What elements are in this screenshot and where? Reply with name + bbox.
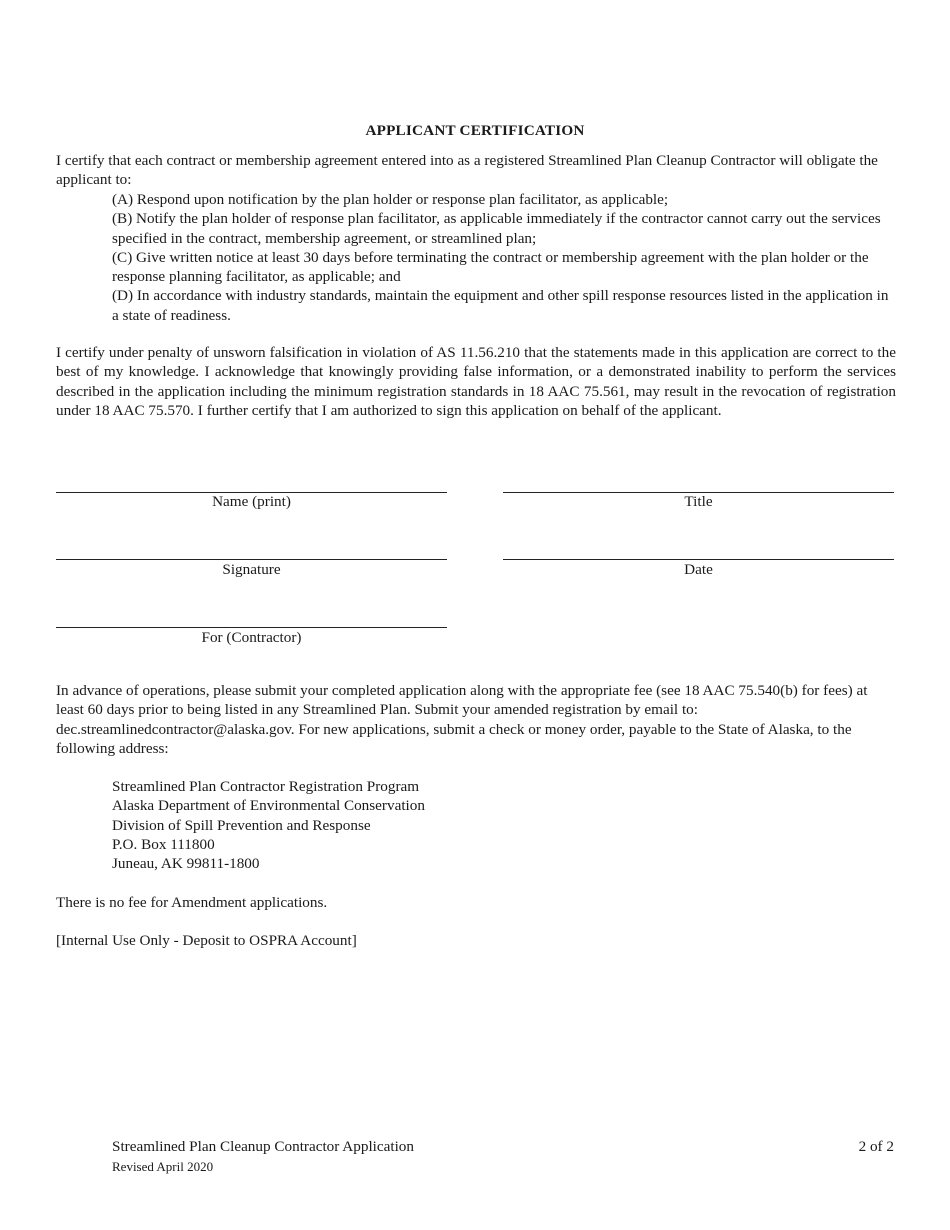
name-print-label: Name (print) — [212, 493, 291, 510]
address-line: Juneau, AK 99811-1800 — [112, 855, 260, 873]
obligation-item-b: (B) Notify the plan holder of response plan facilitator, as applicable immediately if the contractor cannot carry out the services specified in the contract, membership agreement, or streamlined plan; — [112, 210, 881, 247]
address-line: Alaska Department of Environmental Conservation — [112, 797, 425, 815]
obligation-list — [112, 190, 897, 325]
footer-revision-date: Revised April 2020 — [112, 1159, 214, 1174]
submission-instructions: In advance of operations, please submit your completed application along with the appropriate fee (see 18 AAC 75.540(b) for fees) at least 60 days prior to being listed in any Streamlined Plan. Submit your amended registration by email to: dec.streamlinedcontractor@alaska.gov. For new applications, submit a check or money order, payable to the State of Alaska, to the following address: — [56, 682, 868, 757]
footer-document-title: Streamlined Plan Cleanup Contractor Application — [112, 1138, 414, 1155]
mailing-address — [112, 777, 612, 873]
certification-statement: I certify under penalty of unsworn falsification in violation of AS 11.56.210 that the statements made in this application are correct to the best of my knowledge. I acknowledge that knowingly providing false information, or a demonstrated inability to perform the services described in the application including the minimum registration standards in 18 AAC 75.561, may result in the revocation of registration under 18 AAC 75.570. I further certify that I am authorized to sign this application on behalf of the applicant. — [56, 344, 896, 419]
footer-page-number: 2 of 2 — [858, 1138, 894, 1155]
signature-label: Signature — [222, 561, 281, 578]
date-label: Date — [684, 561, 713, 578]
internal-use-note: [Internal Use Only - Deposit to OSPRA Account] — [56, 932, 357, 949]
obligation-item-d: (D) In accordance with industry standards, maintain the equipment and other spill response resources listed in the application in a state of readiness. — [112, 287, 889, 324]
no-fee-note: There is no fee for Amendment applications. — [56, 894, 328, 911]
obligation-item-c: (C) Give written notice at least 30 days before terminating the contract or membership agreement with the plan holder or the response planning facilitator, as applicable; and — [112, 248, 869, 286]
certification-title: APPLICANT CERTIFICATION — [365, 122, 585, 139]
address-line: Streamlined Plan Contractor Registration Program — [112, 778, 420, 795]
title-label: Title — [684, 493, 713, 510]
contractor-label: For (Contractor) — [201, 629, 302, 646]
address-line: P.O. Box 111800 — [112, 835, 215, 853]
obligation-item-a: (A) Respond upon notification by the plan holder or response plan facilitator, as applicable; — [112, 191, 669, 208]
certification-intro: I certify that each contract or membership agreement entered into as a registered Streamlined Plan Cleanup Contractor will obligate the applicant to: — [56, 152, 878, 189]
address-line: Division of Spill Prevention and Response — [112, 816, 371, 834]
